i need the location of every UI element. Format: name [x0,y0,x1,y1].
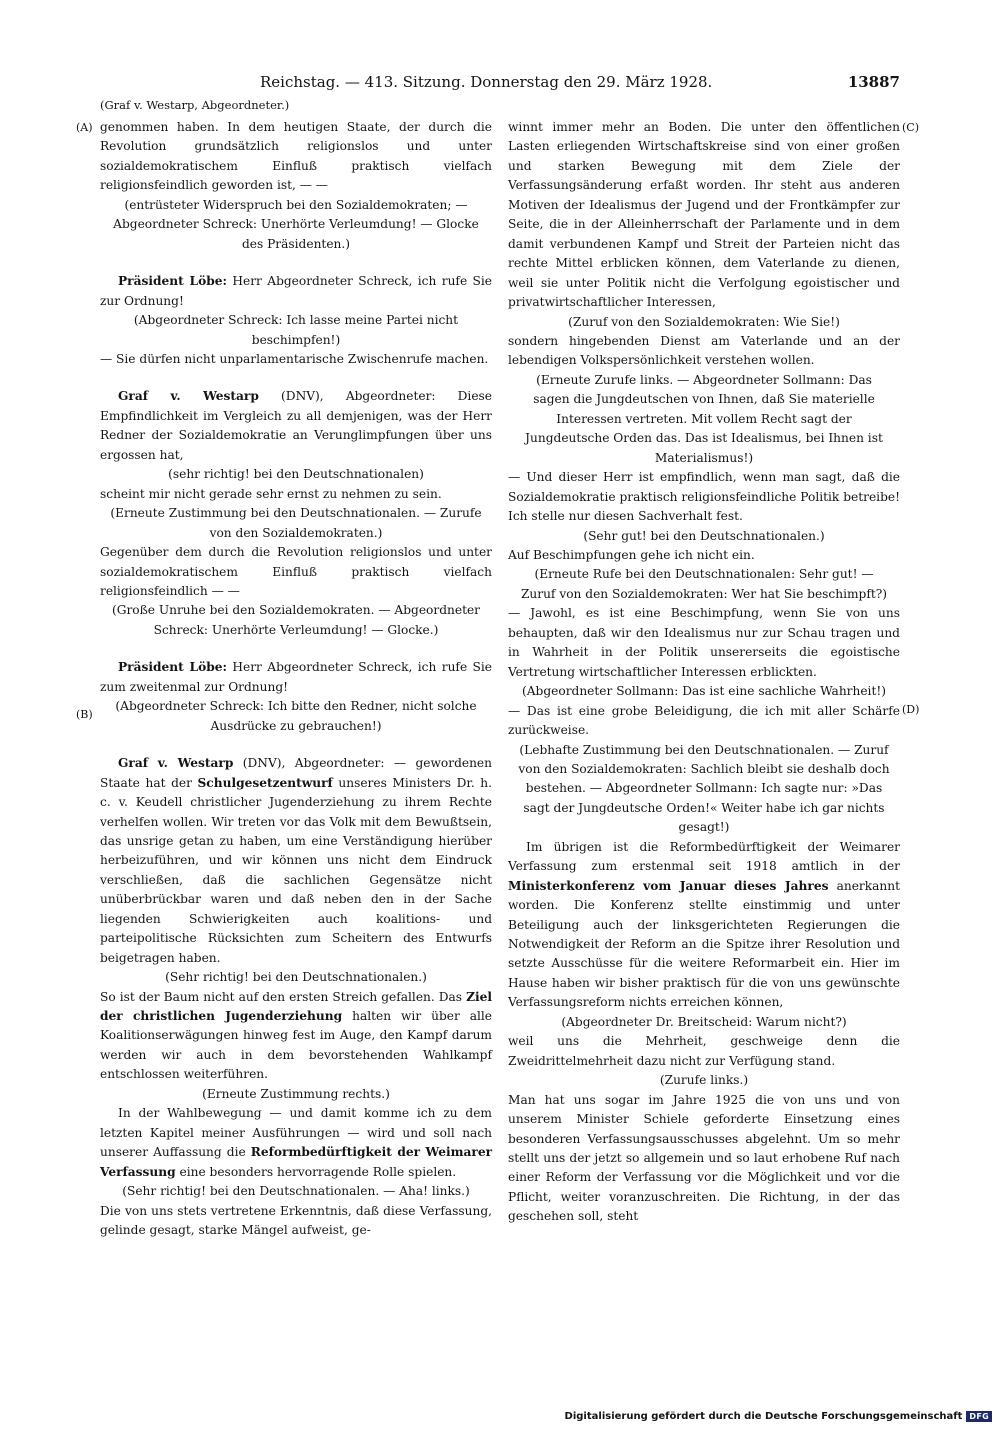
paragraph: winnt immer mehr an Boden. Die unter den öffentlichen Lasten erliegenden Wirtschaftskreise sind von einer großen und starken Bewegung mit dem Ziele der Verfassungsänderung erfaßt worden. Ihr steht aus anderen Motiven der Idealismus der Jugend und der Frontkämpfer zur Seite, die in der Alleinherrschaft der Parlamente und in dem damit verbundenen Kampf und Streit der Parteien nicht das rechte Mittel erblicken können, dem Vaterlande zu dienen, weil sie unter Politik nicht die Verfolgung egoistischer und privatwirtschaftlicher Interessen, [508,120,900,310]
speech-text: (DNV), Abgeordneter: — gewordenen Staate hat der [100,756,492,790]
footer-credit: Digitalisierung gefördert durch die Deutsche Forschungsgemeinschaft [564,1411,963,1422]
interjection: (sehr richtig! bei den Deutschnationalen) [168,467,424,482]
interjection: (Erneute Rufe bei den Deutschnationalen: Sehr gut! — Zuruf von den Sozialdemokraten: Wer hat Sie beschimpft?) [520,567,888,601]
speaker-continuation-note: (Graf v. Westarp, Abgeordneter.) [100,98,290,112]
running-title: Reichstag. — 413. Sitzung. Donnerstag den 29. März 1928. [260,73,713,91]
speech-paragraph [100,387,492,465]
interjection: (Abgeordneter Dr. Breitscheid: Warum nicht?) [561,1014,847,1029]
text: eine besonders hervorragende Rolle spielen. [179,1164,457,1179]
speaker-name: Graf v. Westarp [118,756,234,771]
margin-marker-d: (D) [902,703,920,716]
speech-paragraph [100,658,492,697]
interjection: (Erneute Zustimmung bei den Deutschnationalen. — Zurufe von den Sozialdemokraten.) [110,506,482,540]
paragraph: — Jawohl, es ist eine Beschimpfung, wenn Sie von uns behaupten, daß wir den Idealismus nur zur Schau tragen und in Wahrheit in der Politik unsererseits die egoistische Vertretung wirtschaftlicher Interessen erblickten. [508,606,900,679]
left-column [100,118,492,1240]
paragraph: Auf Beschimpfungen gehe ich nicht ein. [508,547,755,562]
emphasis: Ziel der christlichen Jugenderziehung [100,989,492,1024]
interjection: (Erneute Zurufe links. — Abgeordneter Sollmann: Das sagen die Jungdeutschen von Ihnen, daß Sie materielle Interessen vertreten. Mit vollem Recht sagt der Jungdeutsche Orden das. Das ist Idealismus, bei Ihnen ist Materialismus!) [525,372,883,465]
interjection: (Sehr richtig! bei den Deutschnationalen.) [165,970,427,985]
paragraph [100,988,492,1085]
paragraph: weil uns die Mehrheit, geschweige denn die Zweidrittelmehrheit dazu nicht zur Verfügung stand. [508,1034,900,1068]
dfg-logo: DFG [966,1411,992,1422]
paragraph: genommen haben. In dem heutigen Staate, der durch die Revolution grundsätzlich religionslos und unter sozialdemokratischem Einfluß praktisch vielfach religionsfeindlich geworden ist, — — [100,120,492,193]
interjection: (Große Unruhe bei den Sozialdemokraten. — Abgeordneter Schreck: Unerhörte Verleumdung! — Glocke.) [111,603,481,637]
interjection: (Lebhafte Zustimmung bei den Deutschnationalen. — Zuruf von den Sozialdemokraten: Sachlich bleibt sie deshalb doch bestehen. — Abgeordneter Sollmann: Ich sagte nur: »Das sagt der Jungdeutsche Orden!« Weiter habe ich gar nichts gesagt!) [518,742,890,835]
interjection: (Sehr gut! bei den Deutschnationalen.) [583,528,825,543]
text: In der Wahlbewegung — und damit komme ich zu dem letzten Kapitel meiner Ausführungen — wird und soll nach unserer Auffassung die [100,1106,492,1160]
margin-marker-b: (B) [76,708,93,721]
text: So ist der Baum nicht auf den ersten Streich gefallen. Das [100,989,463,1004]
text: anerkannt worden. Die Konferenz stellte einstimmig und unter Beteiligung auch der linksgerichteten Regierungen die Notwendigkeit der Reform an die Spitze ihrer Resolution und setzte Ausschüsse für die weitere Reformarbeit ein. Hier im Hause haben wir bisher praktisch für die von uns gewünschte Verfassungsreform nichts erreichen können, [508,878,900,1010]
digitization-footer [565,1411,992,1422]
interjection: (Erneute Zustimmung rechts.) [202,1086,390,1101]
text: halten wir über alle Koalitionserwägungen hinweg fest im Auge, den Kampf darum werden wir auch in dem bevorstehenden Wahlkampf entschlossen weiterführen. [100,1009,492,1082]
interjection: (Abgeordneter Schreck: Ich lasse meine Partei nicht beschimpfen!) [133,313,459,347]
emphasis: Reformbedürftigkeit der Weimarer Verfassung [100,1145,493,1179]
paragraph: Die von uns stets vertretene Erkenntnis, daß diese Verfassung, gelinde gesagt, starke Mängel aufweist, ge- [100,1203,492,1238]
page-header [100,73,900,95]
speaker-name: Graf v. Westarp [118,389,259,404]
interjection: (entrüsteter Widerspruch bei den Sozialdemokraten; — Abgeordneter Schreck: Unerhörte Verleumdung! — Glocke des Präsidenten.) [113,197,479,251]
paragraph: sondern hingebenden Dienst am Vaterlande und an der lebendigen Volkspersönlichkeit verstehen wollen. [508,333,900,368]
paragraph [508,838,900,1013]
interjection: (Abgeordneter Schreck: Ich bitte den Redner, nicht solche Ausdrücke zu gebrauchen!) [115,699,477,733]
text: Im übrigen ist die Reformbedürftigkeit der Weimarer Verfassung zum erstenmal seit 1918 amtlich in der [508,839,900,874]
paragraph: Gegenüber dem durch die Revolution religionslos und unter sozialdemokratischem Einfluß praktisch vielfach religionsfeindlich — — [100,545,492,598]
speaker-name: Präsident Löbe: [118,274,227,289]
speech-text: Herr Abgeordneter Schreck, ich rufe Sie zur Ordnung! [100,274,493,308]
margin-marker-a: (A) [76,121,93,134]
margin-marker-c: (C) [902,121,919,134]
paragraph [100,1104,492,1182]
paragraph: scheint mir nicht gerade sehr ernst zu nehmen zu sein. [100,486,442,501]
paragraph: — Das ist eine grobe Beleidigung, die ich mit aller Schärfe zurückweise. [508,703,900,738]
speech-paragraph [100,272,492,311]
emphasis: Ministerkonferenz vom Januar dieses Jahres [508,878,829,893]
speech-paragraph [100,754,492,968]
paragraph: Man hat uns sogar im Jahre 1925 die von uns und von unserem Minister Schiele geforderte Einsetzung eines besonderen Verfassungsausschusses abgelehnt. Um so mehr stellt uns der jetzt so allgemein und so laut erhobene Ruf nach einer Reform der Verfassung vor die Möglichkeit und vor die Pflicht, weiter voranzuschreiten. Die Richtung, in der das geschehen soll, steht [508,1092,900,1224]
interjection: (Zuruf von den Sozialdemokraten: Wie Sie!) [568,314,840,329]
speaker-name: Präsident Löbe: [118,660,227,675]
right-column [508,118,900,1227]
speech-text: Herr Abgeordneter Schreck, ich rufe Sie zum zweitenmal zur Ordnung! [100,660,493,694]
speech-text: unseres Ministers Dr. h. c. v. Keudell christlicher Jugenderziehung zu ihrem Rechte verhelfen wollen. Wir treten vor das Volk mit dem Bewußtsein, das unsrige getan zu haben, um eine Verständigung hierüber herbeizuführen, und wir können uns nicht dem Eindruck verschließen, daß die sachlichen Gegensätze nicht unüberbrückbar waren und daß neben den in der Sache liegenden Schwierigkeiten auch koalitions- und parteipolitische Rücksichten zum Scheitern des Entwurfs beigetragen haben. [100,775,493,965]
interjection: (Abgeordneter Sollmann: Das ist eine sachliche Wahrheit!) [522,684,886,699]
speech-text: (DNV), Abgeordneter: Diese Empfindlichkeit im Vergleich zu all demjenigen, was der Herr Redner der Sozialdemokratie an Verunglimpfungen über uns ergossen hat, [100,389,493,462]
emphasis: Schulgesetzentwurf [197,775,333,790]
paragraph: — Sie dürfen nicht unparlamentarische Zwischenrufe machen. [100,351,489,366]
interjection: (Zurufe links.) [659,1073,749,1088]
interjection: (Sehr richtig! bei den Deutschnationalen. — Aha! links.) [122,1184,470,1199]
page-number: 13887 [847,73,900,91]
paragraph: — Und dieser Herr ist empfindlich, wenn man sagt, daß die Sozialdemokratie praktisch religionsfeindliche Politik betreibe! Ich stelle nur diesen Sachverhalt fest. [508,470,900,524]
